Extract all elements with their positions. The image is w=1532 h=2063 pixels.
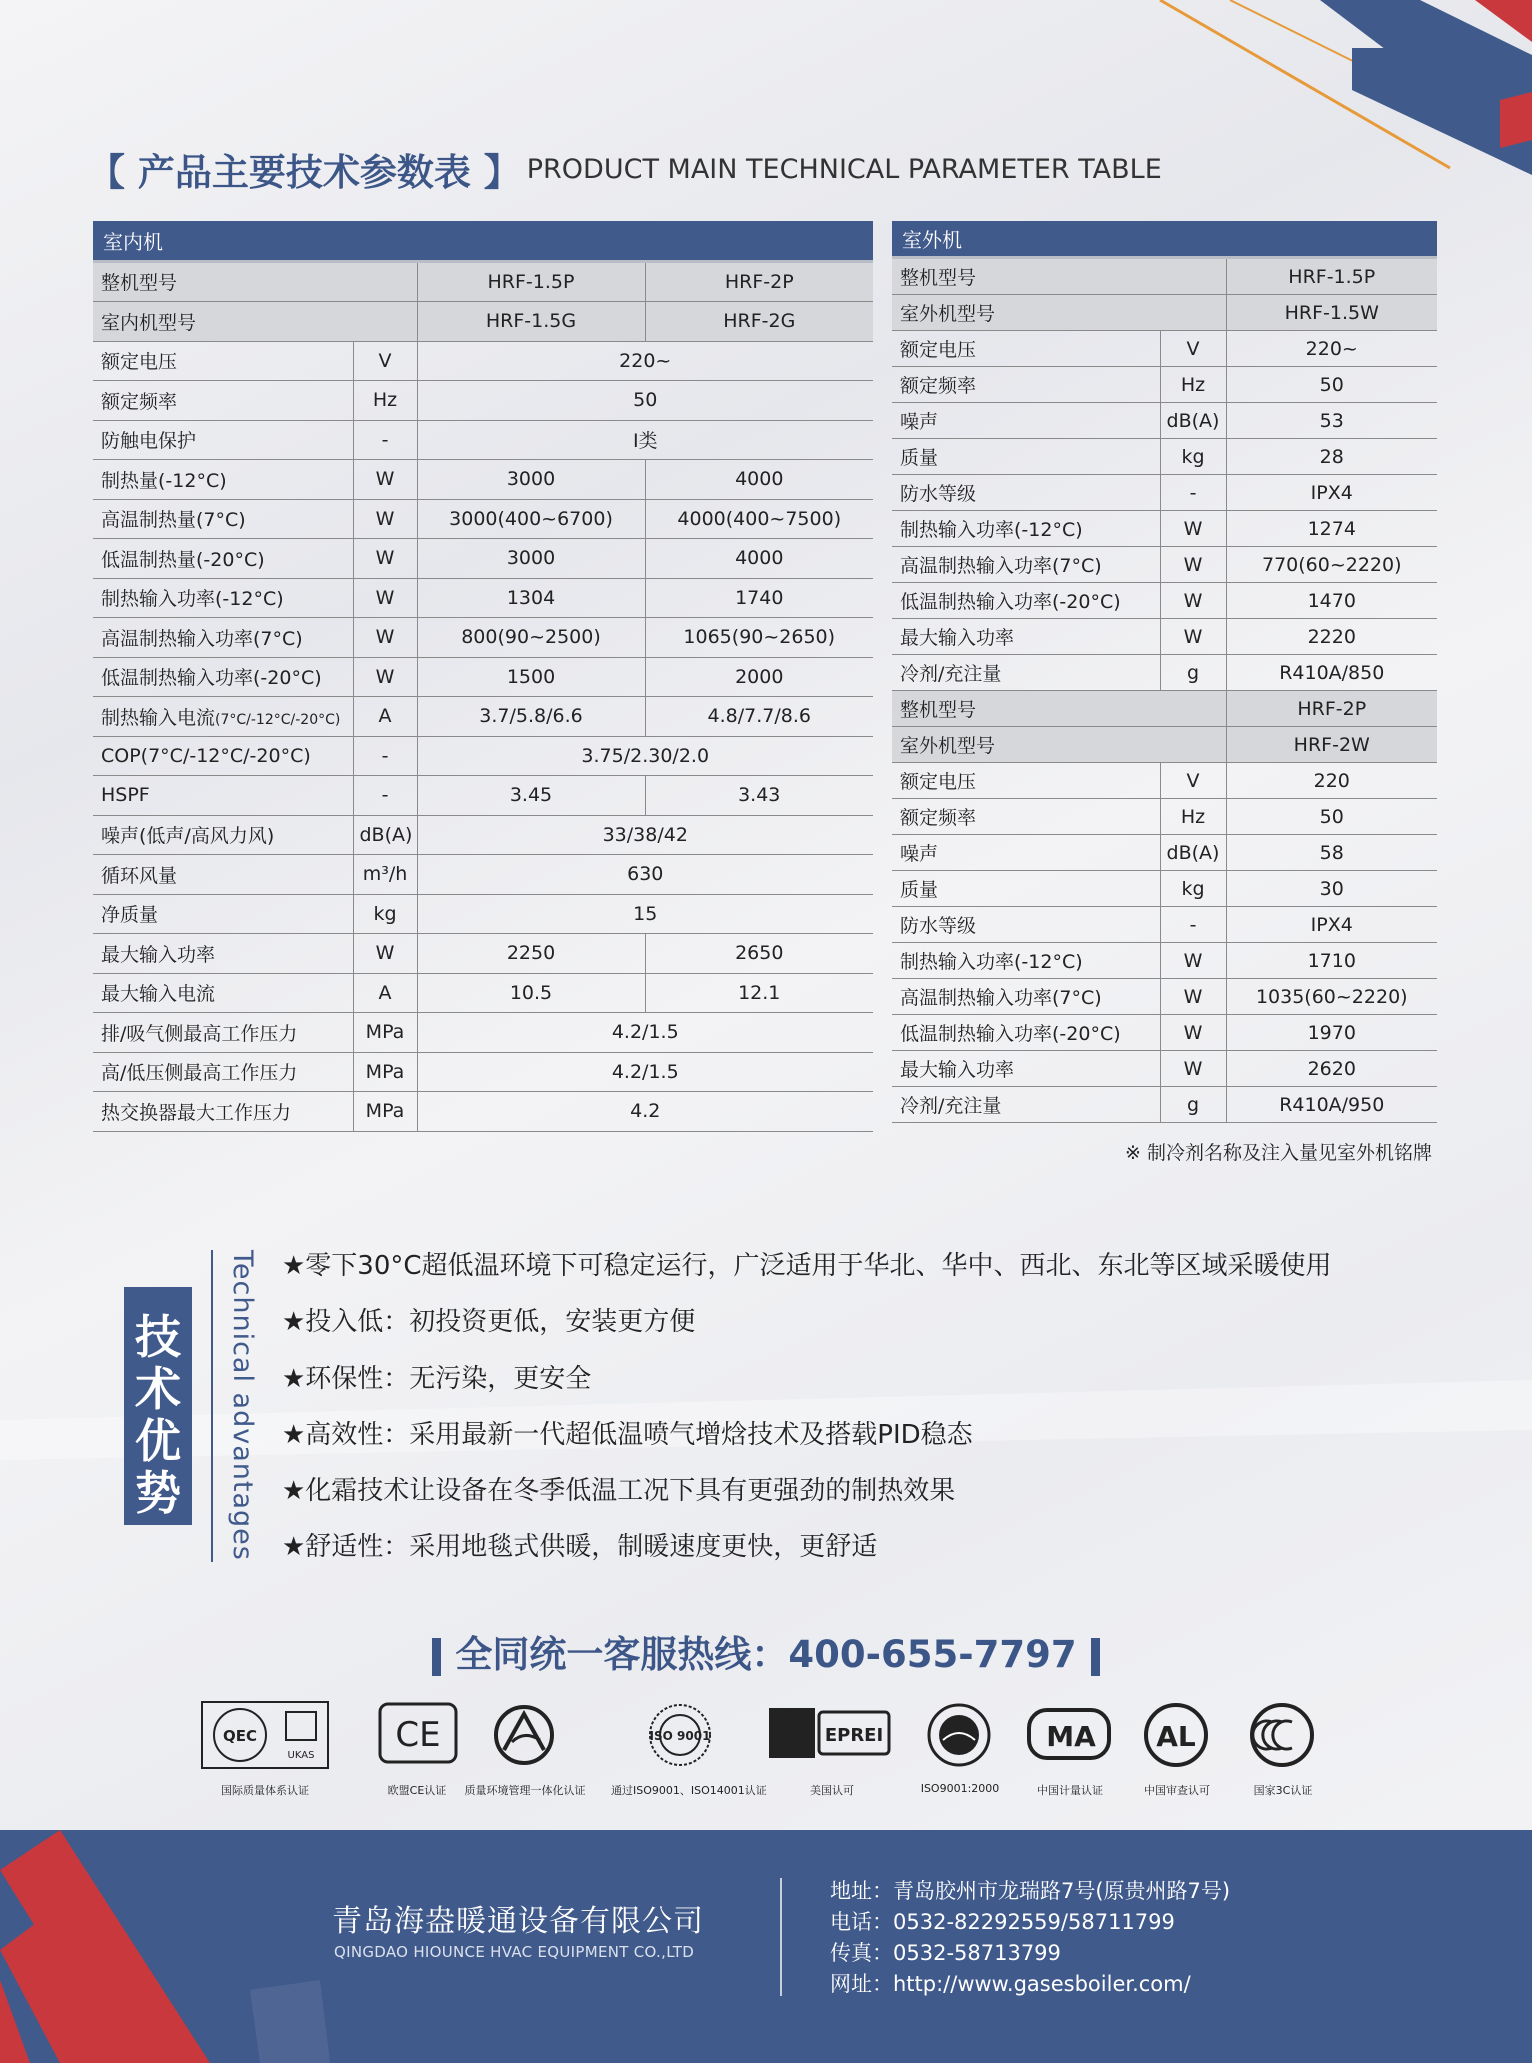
param-name: 最大输入功率 [892, 619, 1160, 655]
param-value: 220 [1226, 763, 1437, 799]
table-row [93, 460, 873, 500]
param-unit: V [1160, 331, 1226, 367]
certification-item [1213, 1700, 1353, 1798]
param-name-text: 额定电压 [101, 351, 178, 374]
param-value: 3.75/2.30/2.0 [417, 736, 873, 776]
certification-item [762, 1700, 902, 1798]
param-value: R410A/950 [1226, 1087, 1437, 1123]
table-row [892, 907, 1437, 943]
table-row [892, 1015, 1437, 1051]
advantages-divider [211, 1250, 213, 1562]
param-value: 50 [1226, 367, 1437, 403]
param-unit: W [353, 618, 417, 658]
param-name [93, 815, 353, 855]
advantages-list [282, 1244, 1332, 1582]
param-value: 28 [1226, 439, 1437, 475]
param-name-text: 制热量(-12°C) [101, 469, 227, 492]
param-name [93, 460, 353, 500]
param-name-text: 防触电保护 [101, 430, 197, 453]
param-value: R410A/850 [1226, 655, 1437, 691]
param-unit: - [353, 420, 417, 460]
param-value-2p: 1065(90~2650) [645, 618, 873, 658]
param-value-1-5p: 3000 [417, 460, 645, 500]
certification-item [195, 1700, 335, 1798]
svg-text:AL: AL [1156, 1720, 1196, 1753]
table-row [93, 302, 873, 342]
certification-caption: 美国认可 [810, 1784, 854, 1797]
company-fax: 传真：0532-58713799 [830, 1941, 1061, 1965]
refrigerant-note: ※ 制冷剂名称及注入量见室外机铭牌 [1125, 1142, 1432, 1164]
table-row [892, 799, 1437, 835]
table-row [93, 1092, 873, 1132]
param-unit: m³/h [353, 855, 417, 895]
param-unit: W [353, 539, 417, 579]
advantages-title-en: Technical advantages [227, 1250, 258, 1561]
table-row [892, 403, 1437, 439]
table-row [892, 367, 1437, 403]
param-unit: kg [1160, 871, 1226, 907]
table-row [892, 835, 1437, 871]
param-unit: Hz [1160, 367, 1226, 403]
hotline-bar-right [1091, 1638, 1100, 1676]
table-row [93, 973, 873, 1013]
param-value: 220~ [1226, 331, 1437, 367]
svg-text:UKAS: UKAS [287, 1750, 315, 1761]
model-value: HRF-1.5W [1226, 295, 1437, 331]
advantage-item: ★投入低：初投资更低，安装更方便 [282, 1307, 696, 1338]
param-name: 防水等级 [892, 475, 1160, 511]
svg-text:CE: CE [395, 1715, 441, 1755]
param-name-text: 热交换器最大工作压力 [101, 1101, 292, 1124]
table-row [93, 657, 873, 697]
param-unit: MPa [353, 1013, 417, 1053]
model-value: HRF-1.5P [1226, 258, 1437, 295]
param-unit: MPa [353, 1092, 417, 1132]
model-row [892, 727, 1437, 763]
cqc-logo-icon [484, 1700, 566, 1774]
certification-caption: 国际质量体系认证 [221, 1784, 309, 1797]
certification-caption: 质量环境管理一体化认证 [464, 1784, 586, 1797]
param-unit: V [353, 341, 417, 381]
param-value-1-5p: 3000 [417, 539, 645, 579]
param-value-2p: 2650 [645, 934, 873, 974]
param-name [93, 578, 353, 618]
certification-item [611, 1700, 767, 1798]
param-name [93, 381, 353, 421]
indoor-header-row [93, 221, 873, 261]
param-name [93, 934, 353, 974]
param-unit: W [1160, 619, 1226, 655]
param-value: 1470 [1226, 583, 1437, 619]
param-value-2p: 4000 [645, 460, 873, 500]
table-row [93, 1052, 873, 1092]
hotline-label: 全同统一客服热线： [455, 1633, 789, 1676]
outdoor-spec-table [892, 221, 1437, 1123]
param-value: 1035(60~2220) [1226, 979, 1437, 1015]
table-row [93, 697, 873, 737]
param-unit: W [353, 460, 417, 500]
param-name [93, 341, 353, 381]
table-row [892, 511, 1437, 547]
advantages-title-box [124, 1287, 192, 1525]
model-label: 整机型号 [892, 258, 1226, 295]
param-name [93, 539, 353, 579]
page-title [88, 142, 1162, 196]
param-name-text: 噪声(低声/高风力风) [101, 825, 275, 848]
svg-text:MA: MA [1046, 1720, 1096, 1753]
quality-system-seal-icon [200, 1700, 330, 1774]
hotline-number: 400-655-7797 [788, 1633, 1077, 1676]
svg-text:ISO 9001: ISO 9001 [649, 1729, 711, 1743]
table-row [93, 539, 873, 579]
iso-globe-seal-icon [919, 1700, 1001, 1774]
table-row [93, 341, 873, 381]
param-unit: A [353, 973, 417, 1013]
param-value-1-5p: 3.45 [417, 776, 645, 816]
param-name [93, 657, 353, 697]
indoor-spec-table [93, 221, 873, 1132]
cal-logo-icon [1136, 1700, 1218, 1774]
table-row [93, 776, 873, 816]
company-name-en: QINGDAO HIOUNCE HVAC EQUIPMENT CO.,LTD [334, 1943, 695, 1961]
param-value-1-5p: HRF-1.5G [417, 302, 645, 342]
table-row [93, 855, 873, 895]
ansi-rab-epre-icon [767, 1700, 897, 1774]
table-row [892, 1087, 1437, 1123]
param-unit: g [1160, 655, 1226, 691]
param-name [93, 855, 353, 895]
param-name: 额定频率 [892, 367, 1160, 403]
param-value-2p: 4.8/7.7/8.6 [645, 697, 873, 737]
param-value: 50 [417, 381, 873, 421]
param-name: 质量 [892, 439, 1160, 475]
param-value: 2220 [1226, 619, 1437, 655]
advantages-title-cn: 技术优势 [135, 1310, 181, 1520]
table-row [93, 1013, 873, 1053]
table-row [892, 439, 1437, 475]
certification-caption: 国家3C认证 [1253, 1784, 1313, 1797]
param-unit: A [353, 697, 417, 737]
param-unit: W [1160, 547, 1226, 583]
table-row [93, 815, 873, 855]
param-name: 室内机型号 [93, 302, 417, 342]
param-name [93, 736, 353, 776]
param-name [93, 697, 353, 737]
certification-caption: ISO9001:2000 [920, 1782, 1000, 1795]
param-value-1-5p: 3000(400~6700) [417, 499, 645, 539]
param-name [93, 618, 353, 658]
table-row [93, 618, 873, 658]
param-value: 4.2/1.5 [417, 1052, 873, 1092]
param-unit: - [353, 736, 417, 776]
param-value: 630 [417, 855, 873, 895]
param-value: 220~ [417, 341, 873, 381]
param-unit: Hz [1160, 799, 1226, 835]
table-row [93, 894, 873, 934]
svg-text:EPREI: EPREI [824, 1725, 884, 1746]
param-name: 高温制热输入功率(7°C) [892, 979, 1160, 1015]
table-row [892, 763, 1437, 799]
param-name-text: 制热输入功率(-12°C) [101, 588, 284, 611]
company-name-cn: 青岛海盎暖通设备有限公司 [332, 1904, 704, 1939]
param-unit: MPa [353, 1052, 417, 1092]
table-row [892, 1051, 1437, 1087]
param-name: 噪声 [892, 835, 1160, 871]
param-value-2p: 3.43 [645, 776, 873, 816]
param-value-1-5p: 1500 [417, 657, 645, 697]
param-value: 4.2/1.5 [417, 1013, 873, 1053]
table-row [93, 420, 873, 460]
param-name-text: 排/吸气侧最高工作压力 [101, 1022, 298, 1045]
outdoor-header: 室外机 [892, 221, 1437, 258]
param-value: 58 [1226, 835, 1437, 871]
param-value: 1710 [1226, 943, 1437, 979]
param-name [93, 973, 353, 1013]
table-row [892, 871, 1437, 907]
param-unit: W [353, 657, 417, 697]
param-name: 整机型号 [93, 261, 417, 302]
company-address: 地址：青岛胶州市龙瑞路7号(原贵州路7号) [830, 1879, 1231, 1903]
param-unit: - [1160, 907, 1226, 943]
table-row [892, 583, 1437, 619]
param-value-1-5p: 800(90~2500) [417, 618, 645, 658]
company-website[interactable]: 网址：http://www.gasesboiler.com/ [830, 1972, 1191, 1996]
param-unit: Hz [353, 381, 417, 421]
param-name-text: HSPF [101, 784, 150, 807]
param-unit: W [353, 499, 417, 539]
param-name: 额定频率 [892, 799, 1160, 835]
param-name-text: 循环风量 [101, 864, 178, 887]
model-row [892, 258, 1437, 295]
certification-caption: 欧盟CE认证 [387, 1784, 447, 1797]
param-unit: - [353, 776, 417, 816]
param-unit: dB(A) [1160, 835, 1226, 871]
model-label: 整机型号 [892, 691, 1226, 727]
param-name [93, 894, 353, 934]
outdoor-header-row [892, 221, 1437, 258]
table-row [892, 331, 1437, 367]
param-unit: W [353, 578, 417, 618]
param-value-2p: 12.1 [645, 973, 873, 1013]
param-unit: W [1160, 511, 1226, 547]
table-row [892, 619, 1437, 655]
company-phone: 电话：0532-82292559/58711799 [830, 1910, 1175, 1934]
param-name: 制热输入功率(-12°C) [892, 943, 1160, 979]
param-value-2p: HRF-2G [645, 302, 873, 342]
param-name-text: 低温制热量(-20°C) [101, 548, 265, 571]
param-name: 低温制热输入功率(-20°C) [892, 1015, 1160, 1051]
certification-caption: 中国审查认可 [1144, 1784, 1210, 1797]
param-name-text: 额定频率 [101, 390, 178, 413]
param-unit: W [1160, 943, 1226, 979]
param-name [93, 420, 353, 460]
contact-info [830, 1876, 1230, 2000]
footer [0, 1830, 1532, 2063]
advantage-item: ★环保性：无污染，更安全 [282, 1363, 592, 1394]
table-row [93, 261, 873, 302]
param-value: 33/38/42 [417, 815, 873, 855]
param-unit: W [1160, 1051, 1226, 1087]
param-value: I类 [417, 420, 873, 460]
table-row [93, 934, 873, 974]
footer-stripes [0, 1830, 1532, 2063]
param-unit: kg [353, 894, 417, 934]
param-value: IPX4 [1226, 475, 1437, 511]
param-name-text: 净质量 [101, 904, 159, 927]
param-value: 1274 [1226, 511, 1437, 547]
model-value: HRF-2P [1226, 691, 1437, 727]
table-row [93, 381, 873, 421]
model-label: 室外机型号 [892, 727, 1226, 763]
param-name [93, 776, 353, 816]
param-name-text: 最大输入功率 [101, 943, 216, 966]
param-name: 额定电压 [892, 331, 1160, 367]
param-name [93, 499, 353, 539]
table-row [93, 736, 873, 776]
param-name-conditions: (7°C/-12°C/-20°C) [215, 711, 341, 728]
title-en: PRODUCT MAIN TECHNICAL PARAMETER TABLE [526, 153, 1162, 185]
table-row [93, 499, 873, 539]
ccc-logo-icon [1242, 1700, 1324, 1774]
hotline-bar-left [432, 1638, 441, 1676]
certification-caption: 通过ISO9001、ISO14001认证 [611, 1784, 767, 1797]
param-value: 30 [1226, 871, 1437, 907]
param-unit: dB(A) [353, 815, 417, 855]
param-value-1-5p: 1304 [417, 578, 645, 618]
param-name: 额定电压 [892, 763, 1160, 799]
param-value: 53 [1226, 403, 1437, 439]
title-cn: 【 产品主要技术参数表 】 [88, 151, 521, 194]
param-name [93, 1013, 353, 1053]
param-unit: V [1160, 763, 1226, 799]
param-value: 2620 [1226, 1051, 1437, 1087]
param-unit: g [1160, 1087, 1226, 1123]
certification-caption: 中国计量认证 [1037, 1784, 1103, 1797]
param-value: 1970 [1226, 1015, 1437, 1051]
advantage-item: ★舒适性：采用地毯式供暖，制暖速度更快，更舒适 [282, 1532, 878, 1563]
param-name-text: COP(7°C/-12°C/-20°C) [101, 744, 311, 767]
model-row [892, 691, 1437, 727]
param-name-text: 制热输入电流 [101, 706, 216, 729]
param-value-1-5p: 2250 [417, 934, 645, 974]
param-name: 噪声 [892, 403, 1160, 439]
param-name: 制热输入功率(-12°C) [892, 511, 1160, 547]
param-value-1-5p: 10.5 [417, 973, 645, 1013]
table-row [892, 547, 1437, 583]
param-name-text: 低温制热输入功率(-20°C) [101, 667, 322, 690]
param-value-2p: 4000 [645, 539, 873, 579]
param-name-text: 最大输入电流 [101, 983, 216, 1006]
model-label: 室外机型号 [892, 295, 1226, 331]
param-name-text: 高温制热量(7°C) [101, 509, 246, 532]
param-value-2p: HRF-2P [645, 261, 873, 302]
param-name: 低温制热输入功率(-20°C) [892, 583, 1160, 619]
cma-logo-icon [1025, 1700, 1115, 1774]
advantage-item: ★高效性：采用最新一代超低温喷气增焓技术及搭载PID稳态 [282, 1419, 973, 1450]
advantage-item: ★零下30°C超低温环境下可稳定运行，广泛适用于华北、华中、西北、东北等区域采暖使用 [282, 1251, 1332, 1281]
param-name: 高温制热输入功率(7°C) [892, 547, 1160, 583]
param-name: 冷剂/充注量 [892, 1087, 1160, 1123]
param-name-text: 高温制热输入功率(7°C) [101, 627, 303, 650]
param-name [93, 1092, 353, 1132]
param-value-1-5p: HRF-1.5P [417, 261, 645, 302]
param-value: 50 [1226, 799, 1437, 835]
param-unit: W [1160, 1015, 1226, 1051]
param-value-2p: 2000 [645, 657, 873, 697]
param-value: IPX4 [1226, 907, 1437, 943]
advantage-item: ★化霜技术让设备在冬季低温工况下具有更强劲的制热效果 [282, 1476, 956, 1507]
param-value-1-5p: 3.7/5.8/6.6 [417, 697, 645, 737]
model-value: HRF-2W [1226, 727, 1437, 763]
param-name: 防水等级 [892, 907, 1160, 943]
param-name: 质量 [892, 871, 1160, 907]
iso-9001-seal-icon [640, 1700, 722, 1774]
table-row [892, 979, 1437, 1015]
svg-text:QEC: QEC [222, 1727, 258, 1745]
certification-item [455, 1700, 595, 1798]
param-unit: W [353, 934, 417, 974]
table-row [93, 578, 873, 618]
param-name: 最大输入功率 [892, 1051, 1160, 1087]
param-value: 770(60~2220) [1226, 547, 1437, 583]
footer-divider [780, 1878, 782, 1996]
ce-mark-icon [376, 1700, 458, 1774]
table-row [892, 475, 1437, 511]
param-name-text: 高/低压侧最高工作压力 [101, 1062, 298, 1085]
param-value-2p: 1740 [645, 578, 873, 618]
param-unit: kg [1160, 439, 1226, 475]
indoor-header: 室内机 [93, 221, 873, 261]
param-value: 15 [417, 894, 873, 934]
param-value-2p: 4000(400~7500) [645, 499, 873, 539]
hotline [0, 1624, 1532, 1678]
param-name: 冷剂/充注量 [892, 655, 1160, 691]
model-row [892, 295, 1437, 331]
param-unit: W [1160, 979, 1226, 1015]
table-row [892, 943, 1437, 979]
param-name [93, 1052, 353, 1092]
table-row [892, 655, 1437, 691]
param-unit: W [1160, 583, 1226, 619]
param-unit: - [1160, 475, 1226, 511]
param-unit: dB(A) [1160, 403, 1226, 439]
param-value: 4.2 [417, 1092, 873, 1132]
